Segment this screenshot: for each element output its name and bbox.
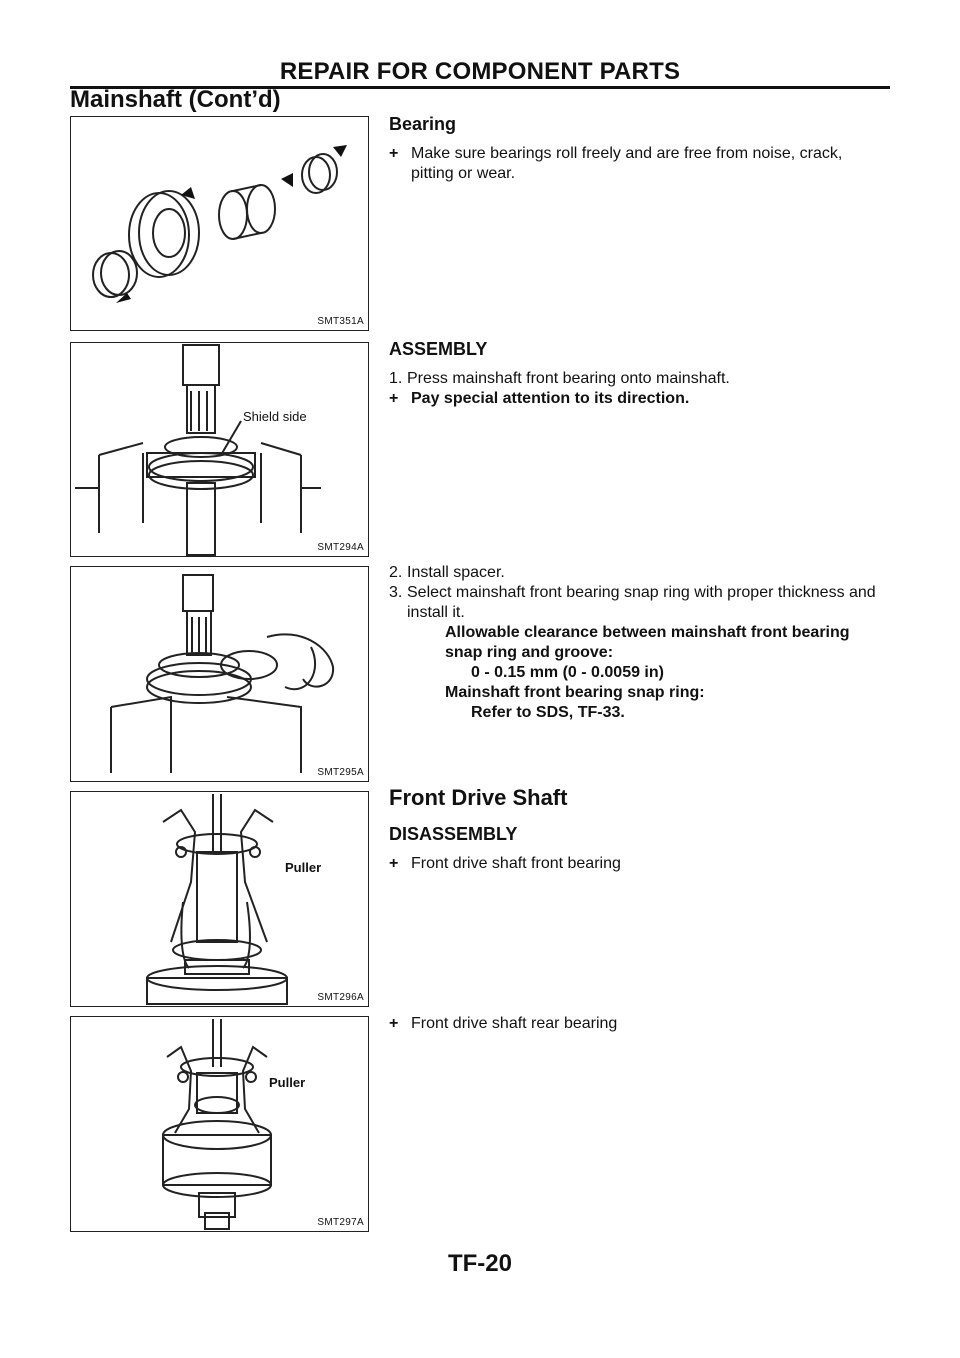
section-subtitle: Mainshaft (Cont’d) — [70, 86, 281, 113]
figure-bearings — [70, 116, 369, 331]
rear-bearing-section — [389, 1014, 889, 1034]
mainshaft-press-illustration — [71, 343, 368, 556]
bullet-mark: + — [389, 1015, 399, 1032]
figure-shield-side — [70, 342, 369, 557]
snap-ring-section — [389, 563, 889, 723]
spec-value: 0 - 0.15 mm (0 - 0.0059 in) — [471, 664, 664, 681]
spec-label: Allowable clearance between mainshaft front bearing — [445, 624, 850, 641]
spec-label: snap ring and groove: — [445, 644, 614, 661]
step-number: 3. — [389, 584, 403, 601]
step-item — [389, 583, 889, 623]
spec-label: Mainshaft front bearing snap ring: — [445, 684, 705, 701]
bullet-text: Make sure bearings roll freely and are free from noise, crack, pitting or wear. — [411, 145, 843, 182]
figure-code: SMT297A — [317, 1217, 364, 1228]
figure-snap-ring — [70, 566, 369, 782]
bullet-item — [389, 854, 889, 874]
bullet-text: Pay special attention to its direction. — [411, 390, 690, 407]
step-item — [389, 563, 889, 583]
bullet-text: Front drive shaft front bearing — [411, 855, 621, 872]
bullet-item — [389, 389, 889, 409]
front-drive-shaft-section — [389, 785, 889, 874]
bearing-section — [389, 114, 889, 184]
snap-ring-illustration — [71, 567, 368, 781]
heading-assembly: ASSEMBLY — [389, 339, 488, 359]
puller-front-illustration — [71, 792, 368, 1006]
bullet-mark: + — [389, 145, 399, 162]
bullet-item — [389, 144, 889, 184]
figure-code: SMT351A — [317, 316, 364, 327]
step-number: 2. — [389, 564, 403, 581]
step-text: Install spacer. — [407, 564, 505, 581]
figure-puller-front — [70, 791, 369, 1007]
figure-code: SMT296A — [317, 992, 364, 1003]
callout-puller: Puller — [285, 860, 322, 875]
bearings-illustration — [71, 117, 368, 330]
figure-puller-rear — [70, 1016, 369, 1232]
puller-rear-illustration — [71, 1017, 368, 1231]
step-number: 1. — [389, 370, 403, 387]
heading-front-drive-shaft: Front Drive Shaft — [389, 785, 568, 810]
bullet-item — [389, 1014, 889, 1034]
callout-puller: Puller — [269, 1075, 306, 1090]
page-number: TF-20 — [447, 1250, 512, 1277]
bullet-text: Front drive shaft rear bearing — [411, 1015, 618, 1032]
heading-disassembly: DISASSEMBLY — [389, 824, 518, 844]
step-text: Press mainshaft front bearing onto mainshaft. — [407, 370, 730, 387]
step-text: Select mainshaft front bearing snap ring with proper thickness and install it. — [407, 584, 876, 621]
heading-bearing: Bearing — [389, 114, 457, 134]
step-item — [389, 369, 889, 389]
section-title: REPAIR FOR COMPONENT PARTS — [279, 58, 681, 85]
bullet-mark: + — [389, 390, 399, 407]
bullet-mark: + — [389, 855, 399, 872]
figure-code: SMT295A — [317, 767, 364, 778]
figure-code: SMT294A — [317, 542, 364, 553]
assembly-section — [389, 339, 889, 409]
callout-shield-side: Shield side — [243, 409, 307, 424]
spec-value: Refer to SDS, TF-33. — [471, 704, 625, 721]
